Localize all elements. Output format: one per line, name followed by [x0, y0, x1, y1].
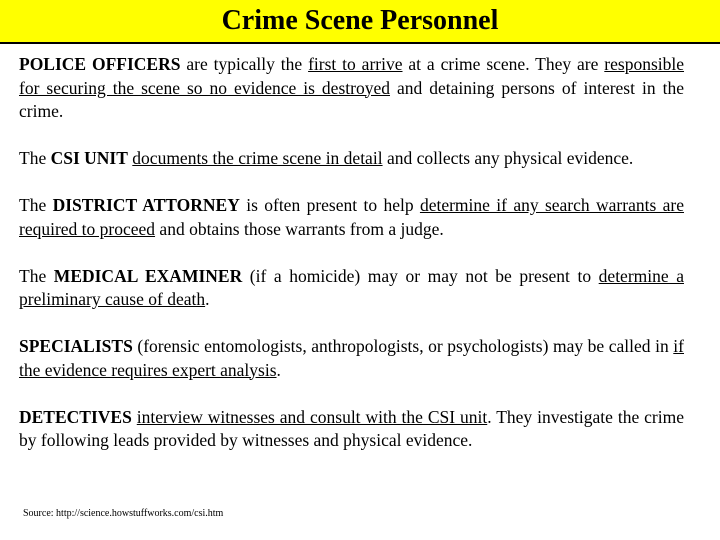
paragraph-specialists [19, 335, 684, 382]
role-name: MEDICAL EXAMINER [53, 265, 243, 286]
source-citation: Source: http://science.howstuffworks.com/csi.htm [23, 508, 224, 519]
title-bar [0, 0, 720, 42]
role-name: DISTRICT ATTORNEY [52, 195, 240, 215]
body-text: is often present to help [239, 195, 420, 215]
paragraph-police-officers [19, 53, 684, 124]
key-phrase: interview witnesses and consult with the CSI unit [136, 406, 488, 427]
body-text: The [19, 265, 54, 286]
key-phrase: documents the crime scene in detail [132, 148, 383, 168]
key-phrase: determine a preliminary cause of death [19, 265, 684, 309]
body-text: and detaining persons of interest in the crime. [19, 77, 684, 121]
body-text: . They investigate the crime by following leads provided by witnesses and physical evidence. [19, 406, 685, 450]
role-name: POLICE OFFICERS [19, 54, 181, 74]
role-name: DETECTIVES [19, 406, 132, 427]
role-name: SPECIALISTS [19, 336, 133, 356]
key-phrase: determine if any search warrants are required to proceed [19, 195, 684, 239]
body-text: at a crime scene. They are [402, 54, 605, 74]
paragraph-district-attorney [19, 194, 684, 241]
key-phrase: first to arrive [308, 54, 403, 74]
content-body [19, 53, 684, 453]
paragraph-detectives [19, 406, 684, 453]
body-text: . [276, 359, 281, 380]
body-text: and collects any physical evidence. [382, 148, 634, 168]
body-text: are typically the [180, 54, 309, 74]
role-name: CSI UNIT [50, 148, 128, 168]
title-divider [0, 42, 720, 44]
body-text: The [19, 195, 53, 215]
body-text: (forensic entomologists, anthropologists, or psychologists) may be called in [132, 336, 674, 356]
paragraph-medical-examiner [19, 265, 684, 312]
key-phrase: if the evidence requires expert analysis [19, 336, 684, 380]
body-text: and obtains those warrants from a judge. [155, 218, 444, 239]
body-text: . [205, 289, 210, 309]
page-title: Crime Scene Personnel [221, 5, 499, 36]
body-text: (if a homicide) may or may not be present to [242, 265, 599, 286]
body-text: The [19, 148, 51, 168]
paragraph-csi-unit [19, 147, 684, 171]
key-phrase: responsible for securing the scene so no evidence is destroyed [19, 54, 685, 98]
